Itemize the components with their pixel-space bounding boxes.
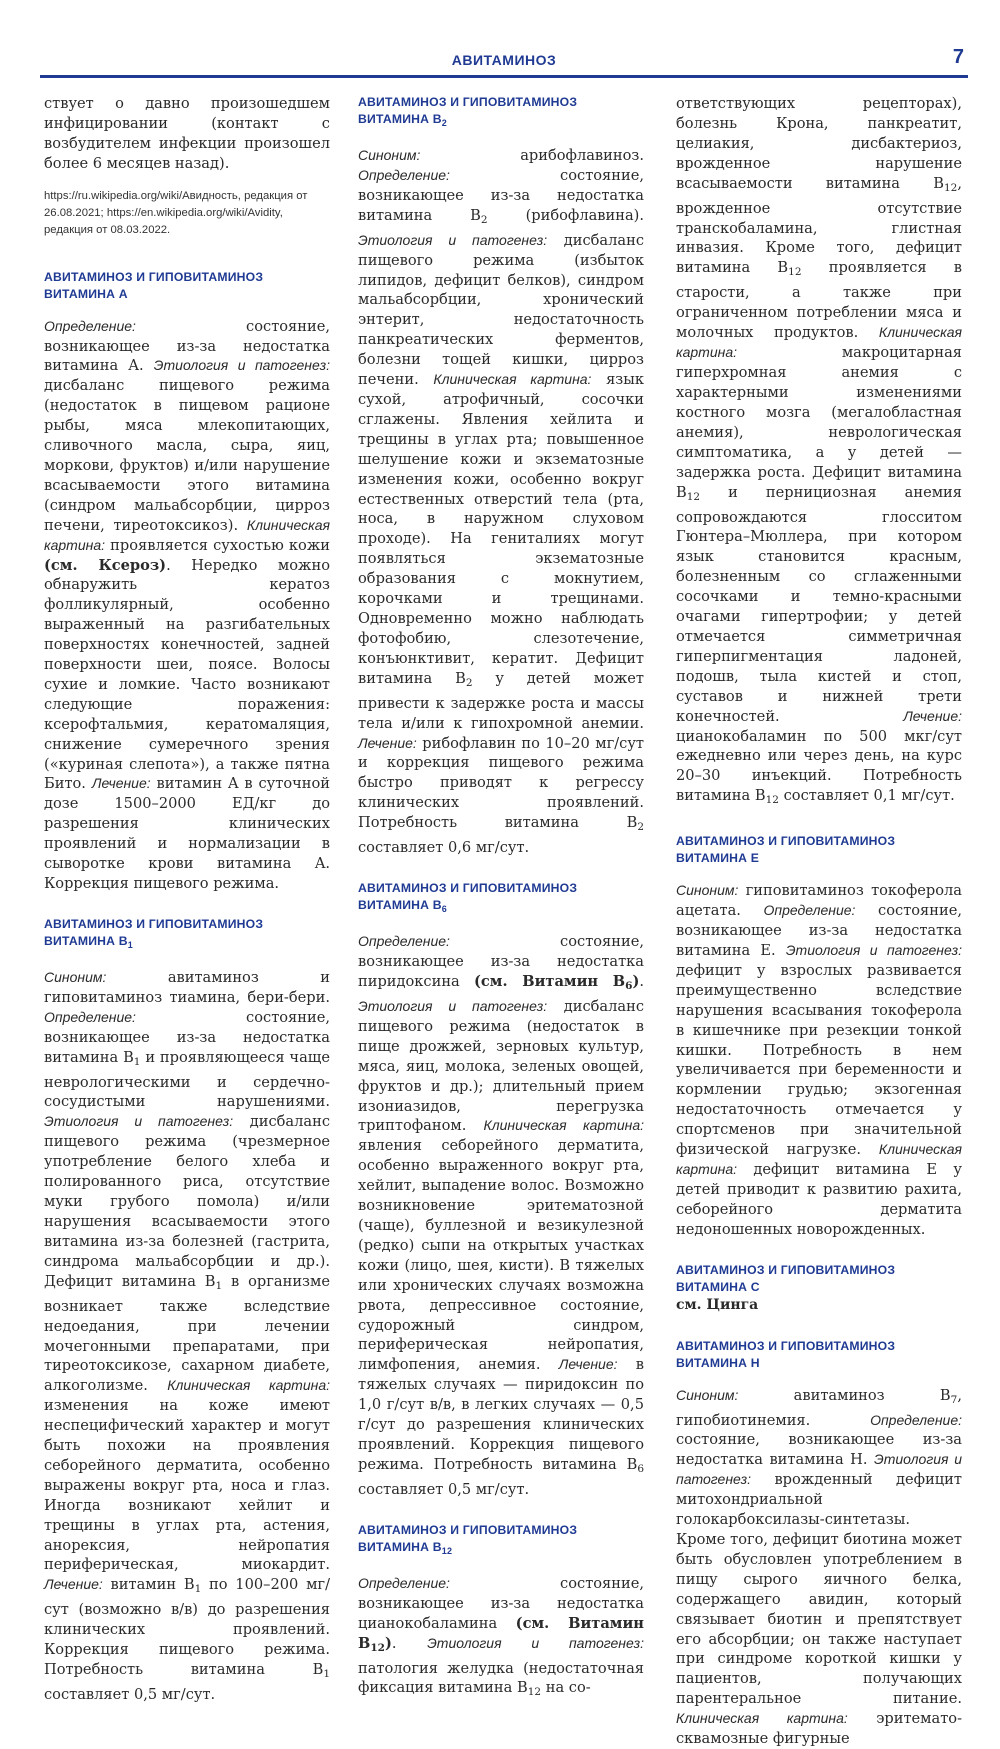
heading-vitamin-b6: АВИТАМИНОЗ И ГИПОВИТАМИНОЗ ВИТАМИНА $B_6$: [358, 881, 578, 915]
article-vitamin-b2: Синоним: арибофлавиноз. Определение: состояние, возникающее из-за недостатка витамина $B_2$ (рибофлавина). Этиология и патогенез: дисбаланс пищевого режима (избыток липидов, дефицит белков), синдром мальабсорбции, хронический энтерит, недостаточность панкреатических ферментов, болезни тощей кишки, цирроз печени. Клиническая картина: язык сухой, атрофичный, сосочки сглажены. Явления хейлита и трещины в углах рта; повышенное шелушение кожи и экзематозные изменения кожи, особенно вокруг естественных отверстий тела (рта, носа, в наружном слуховом проходе). На гениталиях могут появляться экзематозные образования с мокнутием, корочками и трещинами. Одновременно можно наблюдать фотофобию, слезотечение, конъюнктивит, кератит. Дефицит витамина $B_2$ у детей может привести к задержке роста и массы тела и/или к гипохромной анемии. Лечение: рибофлавин по 10–20 мг/сут и коррекция пищевого режима быстро приводят к регрессу клинических проявлений. Потребность витамина $B_2$ составляет 0,6 мг/сут.: [358, 147, 645, 857]
page-number: 7: [952, 46, 964, 68]
heading-vitamin-b2: АВИТАМИНОЗ И ГИПОВИТАМИНОЗ ВИТАМИНА $B_2$: [358, 95, 578, 128]
column-3: [676, 94, 962, 1749]
article-vitamin-b6: Определение: состояние, возникающее из-за недостатка пиридоксина (см. Витамин $B_6$). Этиология и патогенез: дисбаланс пищевого режима (недостаток в пище дрожжей, зерновых культур, мяса, яиц, молока, зеленых овощей, фруктов и др.); длительный прием изониазидов, перегрузка триптофаном. Клиническая картина: явления себорейного дерматита, особенно выраженного вокруг рта, хейлит, выпадение волос. Возможно возникновение эритематозной (чаще), буллезной и везикулезной (редко) сыпи на открытых участках кожи (лицо, шея, кисти). В тяжелых или хронических случаях возможна рвота, депрессивное состояние, судорожный синдром, периферическая нейропатия, лимфопения, анемия. Лечение: в тяжелых случаях — пиридоксин по 1,0 г/сут в/в, в легких случаях — 0,5 г/сут до разрешения клинических проявлений. Коррекция пищевого режима. Потребность витамина $B_6$ составляет 0,5 мг/сут.: [358, 933, 645, 1498]
see-scurvy: см. Цинга: [676, 1296, 759, 1313]
column-1: [44, 94, 330, 1705]
see-vitamin-b12: (см. Витамин $B_{12}$): [358, 1614, 644, 1654]
heading-vitamin-b1: АВИТАМИНОЗ И ГИПОВИТАМИНОЗ ВИТАМИНА $B_1$: [44, 916, 264, 950]
page-header: [40, 46, 968, 80]
heading-vitamin-e: АВИТАМИНОЗ И ГИПОВИТАМИНОЗ ВИТАМИНА E: [676, 834, 896, 866]
article-vitamin-a: Определение: состояние, возникающее из-за недостатка витамина A. Этиология и патогенез: дисбаланс пищевого режима (недостаток в пищевом рационе рыбы, мяса млекопитающих, сливочного масла, сыра, яиц, моркови, фруктов) и/или нарушение всасываемости этого витамина (синдром мальабсорбции, цирроз печени, тиреотоксикоз). Клиническая картина: проявляется сухостью кожи (см. Ксероз). Нередко можно обнаружить кератоз фолликулярный, особенно выраженный на разгибательных поверхностях конечностей, задней поверхности шеи, поясе. Волосы сухие и ломкие. Часто возникают следующие поражения: ксерофтальмия, кератомаляция, снижение сумеречного зрения («куриная слепота»), а также пятна Бито. Лечение: витамин A в суточной дозе 1500–2000 ЕД/кг до разрешения клинических проявлений и нормализации в сыворотке крови витамина A. Коррекция пищевого режима.: [44, 317, 330, 892]
heading-vitamin-c: АВИТАМИНОЗ И ГИПОВИТАМИНОЗ ВИТАМИНА C: [676, 1262, 896, 1294]
column-2: [358, 94, 644, 1704]
see-xerosis: (см. Ксероз): [44, 556, 167, 574]
running-title: АВИТАМИНОЗ: [451, 52, 557, 68]
article-vitamin-h: Синоним: авитаминоз $B_7$, гипобиотинемия. Определение: состояние, возникающее из-за недостатка витамина H. Этиология и патогенез: врожденный дефицит митохондриальной голокарбоксилазы-синтетазы. Кроме того, дефицит биотина может быть обусловлен употреблением в пищу сырого яичного белка, содержащего авидин, который связывает биотин и препятствует его абсорбции; он также наступает при синдроме короткой кишки у пациентов, получающих парентеральное питание. Клиническая картина: эритемато-сквамозные фигурные: [676, 1386, 963, 1748]
header-rule: [40, 75, 968, 78]
heading-vitamin-h: АВИТАМИНОЗ И ГИПОВИТАМИНОЗ ВИТАМИНА H: [676, 1338, 896, 1370]
heading-vitamin-b12: АВИТАМИНОЗ И ГИПОВИТАМИНОЗ ВИТАМИНА $B_{12}$: [358, 1522, 578, 1556]
article-vitamin-b12-continued: ответствующих рецепторах), болезнь Крона, панкреатит, целиакия, дисбактериоз, врожденное нарушение всасываемости витамина $B_{12}$, врожденное отсутствие транскобаламина, глистная инвазия. Кроме того, дефицит витамина $B_{12}$ проявляется в старости, а также при ограниченном потреблении мяса и молочных продуктов. Клиническая картина: макроцитарная гиперхромная анемия с характерными изменениями костного мозга (мегалобластная анемия), неврологическая симптоматика, а у детей — задержка роста. Дефицит витамина $B_{12}$ и пернициозная анемия сопровождаются глосситом Гюнтера–Мюллера, при котором язык становится красным, болезненным со сглаженными сосочками и темно-красными очагами гипертрофии; у детей отмечается симметричная гиперпигментация ладоней, подошв, тыла кистей и стоп, суставов и нижней трети конечностей. Лечение: цианокобаламин по 500 мкг/сут ежедневно или через день, на курс 20–30 инъекций. Потребность витамина $B_{12}$ составляет 0,1 мг/сут.: [676, 95, 962, 807]
article-vitamin-b1: Синоним: авитаминоз и гиповитаминоз тиамина, бери-бери. Определение: состояние, возникающее из-за недостатка витамина $B_1$ и проявляющееся чаще неврологическими и сердечно-сосудистыми нарушениями. Этиология и патогенез: дисбаланс пищевого режима (чрезмерное употребление белого хлеба и полированного риса, отсутствие муки грубого помола) и/или нарушения всасываемости этого витамина из-за болезней (гастрита, синдрома мальабсорбции и др.). Дефицит витамина $B_1$ в организме возникает также вследствие недоедания, при лечении мочегонными препаратами, при тиреотоксикозе, сахарном диабете, алкоголизме. Клиническая картина: изменения на коже имеют неспецифический характер и могут быть похожи на проявления себорейного дерматита, особенно выражены вокруг рта, носа и глаз. Иногда возникают хейлит и трещины в углах рта, астения, анорексия, нейропатия периферическая, миокардит. Лечение: витамин $B_1$ по 100–200 мг/сут (возможно в/в) до разрешения клинических проявлений. Коррекция пищевого режима. Потребность витамина $B_1$ составляет 0,5 мг/сут.: [44, 968, 330, 1704]
article-vitamin-e: Синоним: гиповитаминоз токоферола ацетата. Определение: состояние, возникающее из-за недостатка витамина E. Этиология и патогенез: дефицит у взрослых развивается преимущественно вследствие нарушения всасывания токоферола в кишечнике при резекции тонкой кишки. Потребность в нем увеличивается при беременности и кормлении грудью; экзогенная недостаточность отмечается у спортсменов при значительной физической нагрузке. Клиническая картина: дефицит витамина E у детей приводит к развитию рахита, себорейного дерматита недоношенных новорожденных.: [676, 882, 962, 1238]
references: https://ru.wikipedia.org/wiki/Авидность, редакция от 26.08.2021; https://en.wikipedia.org/wiki/Avidity, редакция от 08.03.2022.: [44, 189, 308, 236]
heading-vitamin-a: АВИТАМИНОЗ И ГИПОВИТАМИНОЗ ВИТАМИНА A: [44, 269, 264, 301]
article-vitamin-b12: Определение: состояние, возникающее из-за недостатка цианокобаламина (см. Витамин $B_{12}$). Этиология и патогенез: патология желудка (недостаточная фиксация витамина $B_{12}$ на со-: [358, 1574, 645, 1699]
intro-paragraph: ствует о давно произошедшем инфицировании (контакт с возбудителем инфекции произошел более 6 месяцев назад).: [44, 95, 330, 172]
see-vitamin-b6: (см. Витамин $B_6$): [474, 972, 640, 993]
